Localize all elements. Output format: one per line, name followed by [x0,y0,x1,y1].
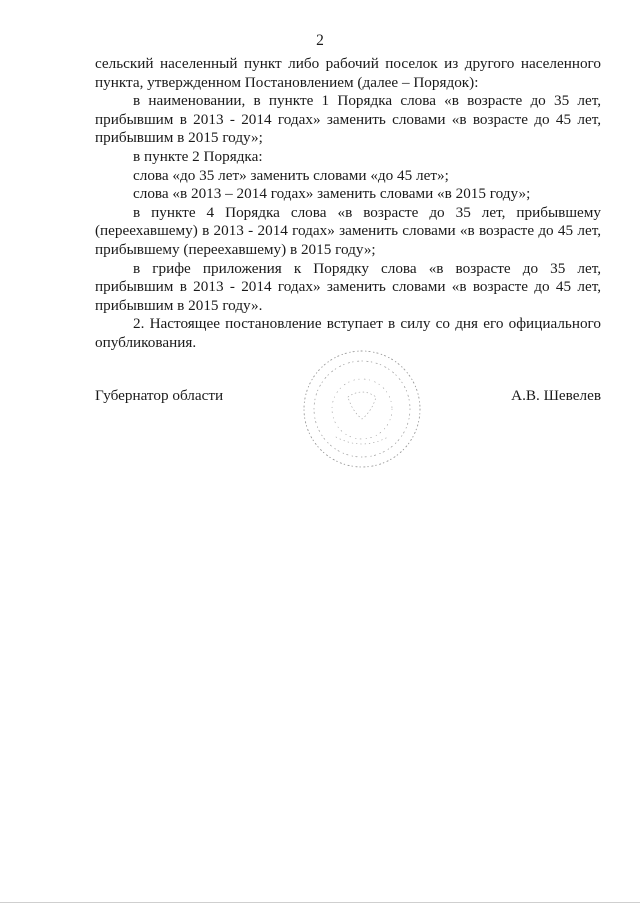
body-line: в пункте 2 Порядка: [133,147,263,165]
body-line: прибывшему (переехавшему) в 2015 году»; [95,240,376,258]
official-seal-icon [296,345,428,473]
page-number: 2 [316,32,324,49]
body-line: прибывшим в 2015 году». [95,296,263,314]
body-line: прибывшим в 2013 - 2014 годах» заменить словами «в возрасте до 45 лет, [95,278,601,296]
body-line: слова «до 35 лет» заменить словами «до 45 лет»; [133,166,449,184]
body-line: прибывшим в 2013 - 2014 годах» заменить словами «в возрасте до 45 лет, [95,110,601,128]
body-line: в грифе приложения к Порядку слова «в возрасте до 35 лет, [133,259,601,277]
body-line: в пункте 4 Порядка слова «в возрасте до 35 лет, прибывшему [133,203,601,221]
page-edge-rule [0,902,640,903]
body-line: в наименовании, в пункте 1 Порядка слова «в возрасте до 35 лет, [133,92,601,110]
signature-block [95,387,601,407]
signatory-title: Губернатор области [95,387,224,404]
body-line: прибывшим в 2015 году»; [95,129,263,147]
body-line: пункта, утвержденном Постановлением (далее – Порядок): [95,73,479,91]
body-line: 2. Настоящее постановление вступает в силу со дня его официального [133,315,601,333]
body-line: опубликования. [95,333,197,351]
signatory-name: А.В. Шевелев [511,387,601,404]
body-line: (переехавшему) в 2013 - 2014 годах» заменить словами «в возрасте до 45 лет, [95,222,601,240]
document-body [95,55,601,353]
body-line: сельский населенный пункт либо рабочий поселок из другого населенного [95,55,601,72]
body-line: слова «в 2013 – 2014 годах» заменить словами «в 2015 году»; [133,185,531,203]
